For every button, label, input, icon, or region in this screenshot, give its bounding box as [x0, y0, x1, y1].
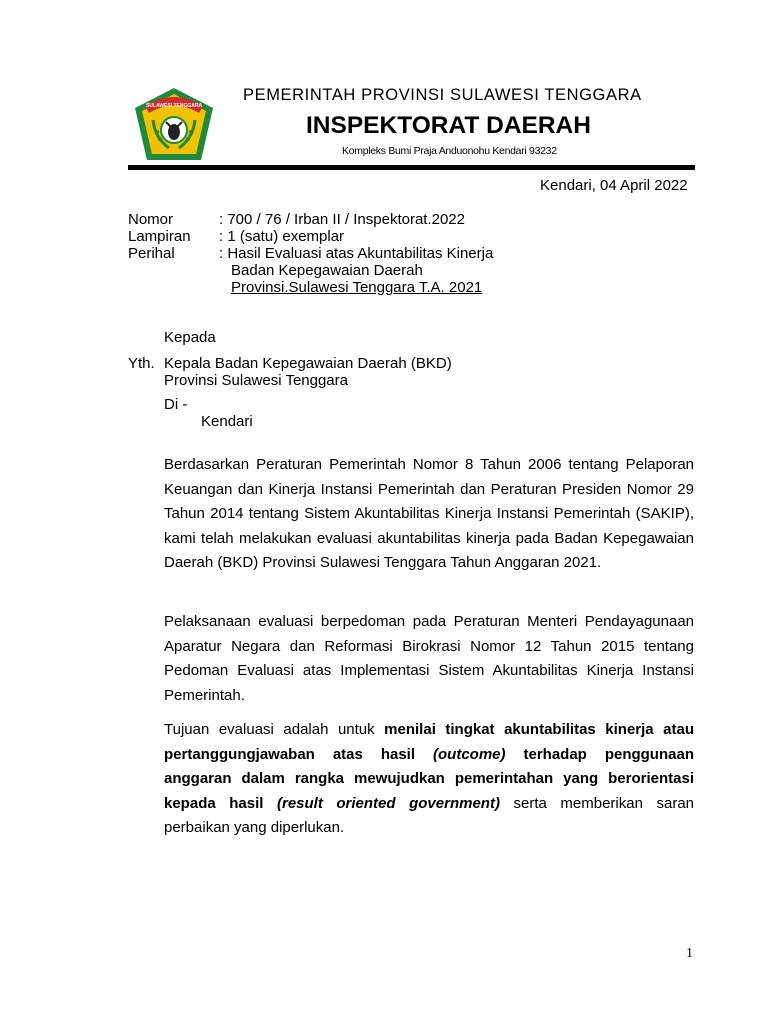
p3-text-f: serta memberikan saran perbaikan yang diperlukan.: [164, 794, 694, 837]
government-heading: PEMERINTAH PROVINSI SULAWESI TENGGARA: [243, 86, 642, 104]
nomor-value: : 700 / 76 / Irban II / Inspektorat.2022: [219, 211, 465, 228]
perihal-value-2: Badan Kepegawaian Daerah: [231, 262, 423, 279]
kepada-label: Kepada: [164, 329, 216, 346]
provincial-emblem-logo: [133, 86, 215, 162]
p3-text-a: Tujuan evaluasi adalah untuk: [164, 721, 385, 738]
p3-bold-d: terhadap penggunaan anggaran dalam rangka mewujudkan pemerintahan yang berorientasi kepada hasil: [164, 745, 694, 812]
lampiran-label: Lampiran: [128, 228, 191, 245]
page-number: 1: [686, 946, 693, 961]
perihal-value-3: Provinsi.Sulawesi Tenggara T.A. 2021: [231, 279, 483, 296]
p3-italic-outcome: (outcome): [433, 745, 506, 763]
recipient-city: Kendari: [201, 413, 253, 430]
di-label: Di -: [164, 396, 188, 413]
agency-title: INSPEKTORAT DAERAH: [306, 112, 591, 139]
perihal-value-1: : Hasil Evaluasi atas Akuntabilitas Kinerja: [219, 245, 494, 262]
body-paragraph-1: Berdasarkan Peraturan Pemerintah Nomor 8 Tahun 2006 tentang Pelaporan Keuangan dan Kinerja Instansi Pemerintah dan Peraturan Presiden Nomor 29 Tahun 2014 tentang Sistem Akuntabilitas Kinerja Instansi Pemerintah (SAKIP), kami telah melakukan evaluasi akuntabilitas kinerja pada Badan Kepegawaian Daerah (BKD) Provinsi Sulawesi Tenggara Tahun Anggaran 2021.: [164, 456, 694, 572]
recipient-line-1: Kepala Badan Kepegawaian Daerah (BKD): [164, 355, 452, 372]
recipient-line-2: Provinsi Sulawesi Tenggara: [164, 372, 348, 389]
p3-bold-b: menilai tingkat akuntabilitas kinerja atau pertanggungjawaban atas hasil: [164, 721, 695, 763]
yth-label: Yth.: [128, 355, 155, 372]
nomor-label: Nomor: [128, 211, 174, 228]
body-paragraph-3: [164, 718, 694, 841]
agency-address: Kompleks Bumi Praja Anduonohu Kendari 93232: [342, 145, 557, 157]
p3-italic-result: (result oriented government): [276, 794, 500, 812]
letter-date: Kendari, 04 April 2022: [540, 177, 688, 194]
emblem-icon: [133, 86, 215, 162]
body-paragraph-2: Pelaksanaan evaluasi berpedoman pada Peraturan Menteri Pendayagunaan Aparatur Negara dan Reformasi Birokrasi Nomor 12 Tahun 2015 tentang Pedoman Evaluasi atas Implementasi Sistem Akuntabilitas Kinerja Instansi Pemerintah.: [164, 613, 694, 704]
perihal-label: Perihal: [128, 245, 175, 262]
emblem-text: SULAWESI TENGGARA: [145, 103, 203, 109]
letterhead-divider: [128, 165, 695, 170]
lampiran-value: : 1 (satu) exemplar: [219, 228, 345, 245]
